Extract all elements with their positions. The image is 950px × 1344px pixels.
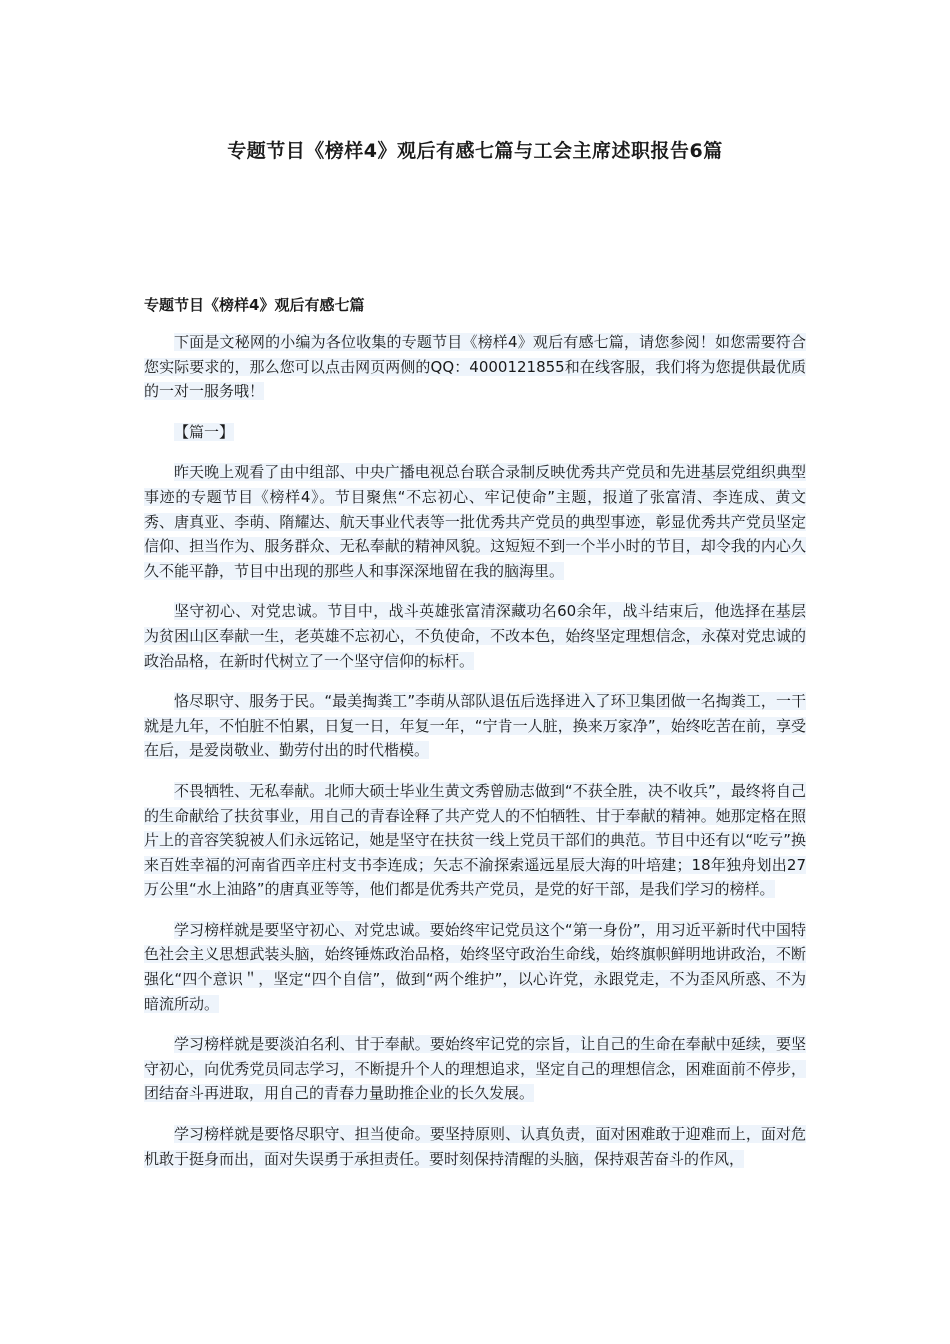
body-paragraph-2: 坚守初心、对党忠诚。节目中，战斗英雄张富清深藏功名60余年，战斗结束后，他选择在基层为贫困山区奉献一生，老英雄不忘初心，不负使命，不改本色，始终坚定理想信念，永葆对党忠诚的政治品格，在新时代树立了一个坚守信仰的标杆。 bbox=[144, 602, 806, 670]
intro-paragraph: 下面是文秘网的小编为各位收集的专题节目《榜样4》观后有感七篇，请您参阅！如您需要符合您实际要求的，那么您可以点击网页两侧的QQ：4000121855和在线客服，我们将为您提供最优质的一对一服务哦！ bbox=[144, 333, 806, 401]
part-marker: 【篇一】 bbox=[174, 422, 235, 441]
body-paragraph-6: 学习榜样就是要淡泊名利、甘于奉献。要始终牢记党的宗旨，让自己的生命在奉献中延续，要坚守初心，向优秀党员同志学习，不断提升个人的理想追求，坚定自己的理想信念，困难面前不停步，团结奋斗再进取，用自己的青春力量助推企业的长久发展。 bbox=[144, 1035, 806, 1103]
body-paragraph-7: 学习榜样就是要恪尽职守、担当使命。要坚持原则、认真负责，面对困难敢于迎难而上，面对危机敢于挺身而出，面对失误勇于承担责任。要时刻保持清醒的头脑，保持艰苦奋斗的作风， bbox=[144, 1125, 806, 1168]
body-paragraph-3: 恪尽职守、服务于民。“最美掏粪工”李萌从部队退伍后选择进入了环卫集团做一名掏粪工，一干就是九年，不怕脏不怕累，日复一日，年复一年，“宁肯一人脏，换来万家净”，始终吃苦在前，享受在后，是爱岗敬业、勤劳付出的时代楷模。 bbox=[144, 692, 806, 760]
section-heading: 专题节目《榜样4》观后有感七篇 bbox=[144, 296, 365, 314]
document-title: 专题节目《榜样4》观后有感七篇与工会主席述职报告6篇 bbox=[227, 140, 723, 162]
body-paragraph-1: 昨天晚上观看了由中组部、中央广播电视总台联合录制反映优秀共产党员和先进基层党组织典型事迹的专题节目《榜样4》。节目聚焦“不忘初心、牢记使命”主题，报道了张富清、李连成、黄文秀、唐真亚、李萌、隋耀达、航天事业代表等一批优秀共产党员的典型事迹，彰显优秀共产党员坚定信仰、担当作为、服务群众、无私奉献的精神风貌。这短短不到一个半小时的节目，却令我的内心久久不能平静，节目中出现的那些人和事深深地留在我的脑海里。 bbox=[144, 463, 806, 580]
document-body bbox=[144, 330, 806, 1187]
body-paragraph-5: 学习榜样就是要坚守初心、对党忠诚。要始终牢记党员这个“第一身份”，用习近平新时代中国特色社会主义思想武装头脑，始终锤炼政治品格，始终坚守政治生命线，始终旗帜鲜明地讲政治，不断强化“四个意识＂，坚定“四个自信”，做到“两个维护”，以心许党，永跟党走，不为歪风所惑、不为暗流所动。 bbox=[144, 920, 806, 1013]
body-paragraph-4: 不畏牺牲、无私奉献。北师大硕士毕业生黄文秀曾励志做到“不获全胜，决不收兵”，最终将自己的生命献给了扶贫事业，用自己的青春诠释了共产党人的不怕牺牲、甘于奉献的精神。她那定格在照片上的音容笑貌被人们永远铭记，她是坚守在扶贫一线上党员干部们的典范。节目中还有以“吃亏”换来百姓幸福的河南省西辛庄村支书李连成；矢志不渝探索遥远星辰大海的叶培建；18年独舟划出27万公里“水上油路”的唐真亚等等，他们都是优秀共产党员，是党的好干部，是我们学习的榜样。 bbox=[144, 781, 806, 899]
